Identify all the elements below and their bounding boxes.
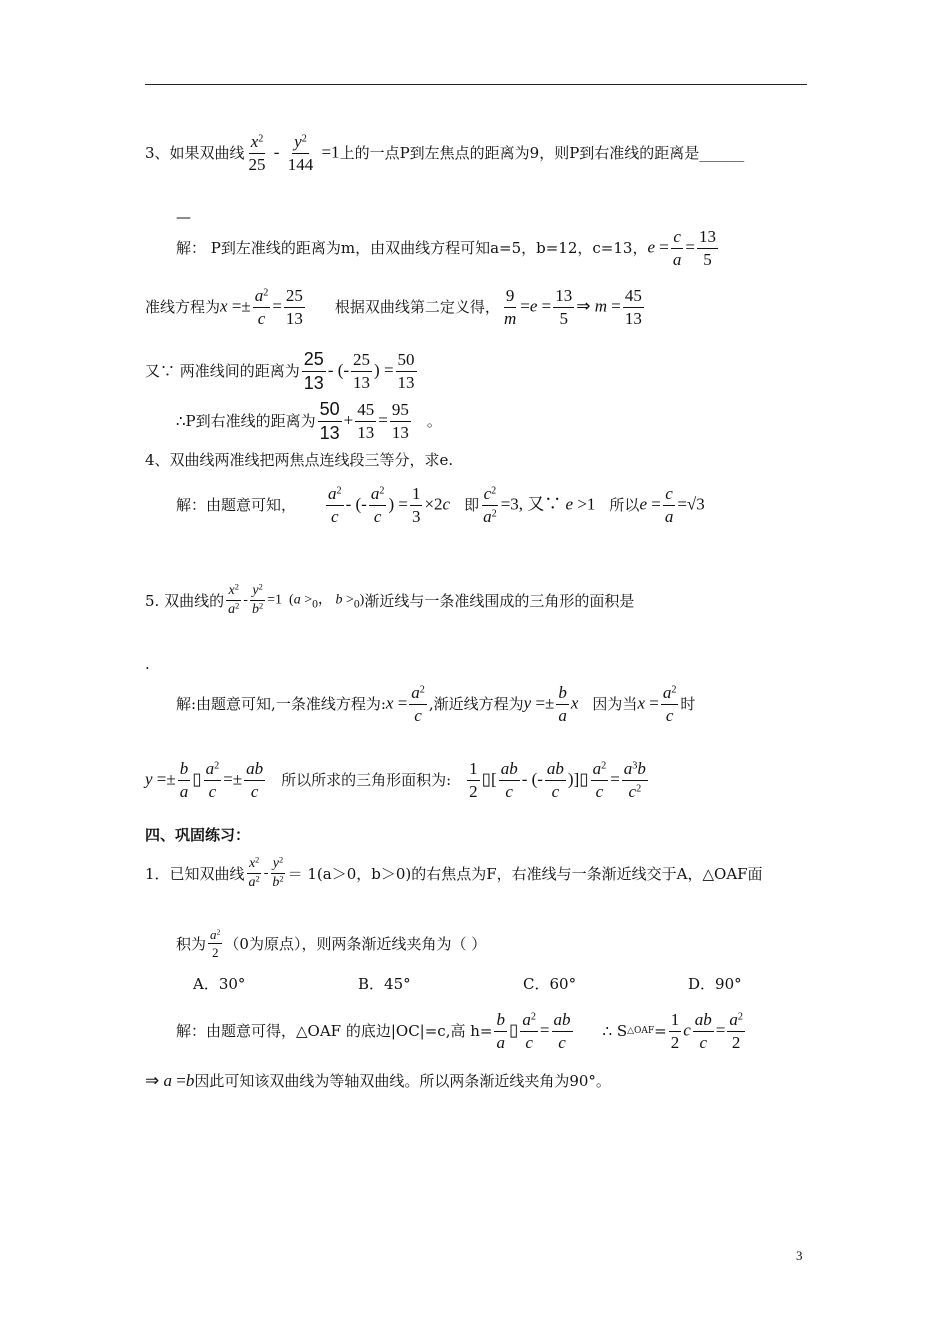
- page-number: 3: [796, 1248, 803, 1263]
- option-b[interactable]: B．45°: [358, 975, 411, 993]
- p1-conclusion: ⇒ a =b 因此可知该双曲线为等轴双曲线。所以两条渐近线夹角为90°。: [145, 1071, 611, 1091]
- q5-solution-a: 解:由题意可知,一条准线方程为: x = $\frac{a^2}{c}$ ,渐近线方程为 y =± $\frac{b}{a}$ x 因为当 x = $\frac{a^2}{c}$ 时: [176, 683, 696, 725]
- p1-stem: 1．已知双曲线 $\frac{x^2}{a^2}$ - $\frac{y^2}{b^2}$ ＝ 1(a＞0，b＞0)的右焦点为F，右准线与一条渐近线交于A，△OAF面: [145, 855, 763, 890]
- q5-stem: 5. 双曲线的 $\frac{x^2}{a^2}$ - $\frac{y^2}{b^2}$ =1 ($a >_0$， $b >_0$) 渐近线与一条准线围成的三角形的面积是: [145, 582, 635, 617]
- p1-solution: 解：由题意可得，△OAF 的底边|OC|=c,高 h= $\frac{b}{a}$ ▯ $\frac{a^2}{c}$ = $\frac{ab}{c}$ ∴ S △OAF = $\frac{1}{2}$ c $\frac{ab}{c}$ = $\frac{a^2}{2}$: [176, 1011, 807, 1052]
- section-title: 四、巩固练习：: [145, 826, 251, 844]
- header-rule: [145, 84, 807, 85]
- q3-solution-a: 解： P到左准线的距离为m，由双曲线方程可知a=5，b=12，c=13， e = $\frac{c}{a}$ = $\frac{13}{5}$: [176, 228, 807, 269]
- option-d[interactable]: D．90°: [688, 975, 742, 993]
- p1-stem-2: 积为 $\frac{a^2}{2}$ （0为原点），则两条渐近线夹角为（ ）: [176, 927, 487, 960]
- q3-directrix-distance: $\frac{25}{13}$ - (- $\frac{25}{13}$ ) = $\frac{50}{13}$: [303, 349, 415, 393]
- option-a[interactable]: A．30°: [193, 975, 246, 993]
- p1-options: [193, 975, 793, 993]
- q4-solution: 解：由题意可知， $\frac{a^2}{c}$ - (- $\frac{a^2}{c}$ ) = $\frac{1}{3}$ ×2c 即 $\frac{c^2}{a^2}$ =3, 又∵ e >1 所以 e = $\frac{c}{a}$ =√3: [176, 484, 705, 526]
- q3-hyperbola-equation: $\frac{x^2}{25}$ - $\frac{y^2}{144}$ =1: [248, 132, 340, 174]
- q3-stem: 3、如果双曲线 $\frac{x^2}{25}$ - $\frac{y^2}{144}$ =1 上的一点P到左焦点的距离为9，则P到右准线的距离是______: [145, 132, 745, 174]
- q5-area: $\frac{1}{2}$ ▯[ $\frac{ab}{c}$ - (- $\frac{ab}{c}$ )]▯ $\frac{a^2}{c}$ = $\frac{a^3b}{c^2}$: [469, 759, 646, 801]
- option-c[interactable]: C．60°: [523, 975, 577, 993]
- q5-stem-tail: .: [145, 655, 150, 673]
- q5-solution-b: y =± $\frac{b}{a}$ ▯ $\frac{a^2}{c}$ =± $\frac{ab}{c}$ 所以所求的三角形面积为: $\frac{1}{2}$ ▯[ $\frac{ab}{c}$ - (- $\frac{ab}{c}$ )]▯ $\frac{a^2}{c}$ = $\frac{a^3b}{c^2}$: [145, 760, 807, 801]
- p1-height: $\frac{b}{a}$ ▯ $\frac{a^2}{c}$ = $\frac{ab}{c}$: [496, 1010, 571, 1052]
- q4-stem: 4、双曲线两准线把两焦点连线段三等分，求e.: [145, 451, 454, 469]
- q3-result: $\frac{50}{13}$ + $\frac{45}{13}$ = $\frac{95}{13}$: [319, 399, 409, 443]
- q5-y-value: y =± $\frac{b}{a}$ ▯ $\frac{a^2}{c}$ =± $\frac{ab}{c}$: [145, 759, 264, 801]
- p1-hyperbola-equation: $\frac{x^2}{a^2}$ - $\frac{y^2}{b^2}$: [248, 855, 284, 890]
- q3-second-definition: $\frac{9}{m}$ =e = $\frac{13}{5}$ ⇒ m = $\frac{45}{13}$: [503, 286, 642, 328]
- q5-directrix: x = $\frac{a^2}{c}$: [385, 683, 425, 725]
- p1-area-fraction: $\frac{a^2}{2}$: [210, 927, 221, 960]
- q3-directrix-equation: x =± $\frac{a^2}{c}$ = $\frac{25}{13}$: [220, 286, 303, 328]
- p1-area: $\frac{1}{2}$ c $\frac{ab}{c}$ = $\frac{a^2}{2}$: [670, 1010, 743, 1052]
- q3-solution-c: 又∵ 两准线间的距离为 $\frac{25}{13}$ - (- $\frac{25}{13}$ ) = $\frac{50}{13}$: [145, 350, 807, 393]
- p1-a-equals-b: ⇒ a =b: [145, 1071, 195, 1090]
- q3-solution-d: ∴P到右准线的距离为 $\frac{50}{13}$ + $\frac{45}{13}$ = $\frac{95}{13}$ 。: [176, 399, 442, 443]
- q3-dash: —: [176, 208, 191, 226]
- q3-solution-b: 准线方程为 x =± $\frac{a^2}{c}$ = $\frac{25}{13}$ 根据双曲线第二定义得， $\frac{9}{m}$ =e = $\frac{13}{5}$ ⇒ m = $\frac{45}{13}$: [145, 287, 807, 328]
- q4-ratio: $\frac{c^2}{a^2}$ =3, 又∵ e >1: [483, 484, 596, 526]
- q4-equation: $\frac{a^2}{c}$ - (- $\frac{a^2}{c}$ ) = $\frac{1}{3}$ ×2c: [328, 484, 451, 526]
- q5-hyperbola-equation: $\frac{x^2}{a^2}$ - $\frac{y^2}{b^2}$ =1 ($a >_0$， $b >_0$): [228, 582, 365, 617]
- q5-substitution: x = $\frac{a^2}{c}$: [637, 683, 677, 725]
- q5-asymptote: y =± $\frac{b}{a}$ x: [523, 683, 579, 725]
- q4-result: e = $\frac{c}{a}$ =√3: [639, 484, 705, 526]
- q3-eccentricity: e = $\frac{c}{a}$ = $\frac{13}{5}$: [647, 227, 716, 269]
